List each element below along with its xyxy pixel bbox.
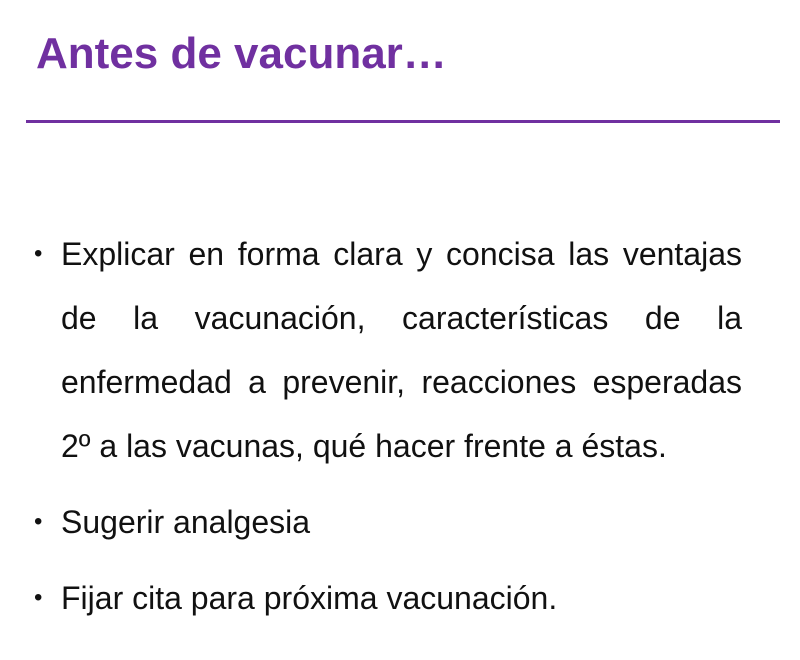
- bullet-marker: •: [34, 508, 43, 535]
- list-item: [30, 222, 742, 478]
- slide-title: Antes de vacunar…: [36, 29, 447, 78]
- bullet-list: [30, 222, 742, 630]
- bullet-text: Sugerir analgesia: [61, 504, 311, 540]
- list-item: [30, 566, 742, 630]
- bullet-marker: •: [34, 584, 43, 611]
- list-item: [30, 490, 742, 554]
- bullet-marker: •: [34, 240, 43, 267]
- bullet-text: Explicar en forma clara y concisa las ventajas de la vacunación, características de la enfermedad a prevenir, reacciones esperadas 2º a las vacunas, qué hacer frente a éstas.: [61, 236, 742, 464]
- bullet-text: Fijar cita para próxima vacunación.: [61, 580, 558, 616]
- title-divider: [26, 120, 780, 123]
